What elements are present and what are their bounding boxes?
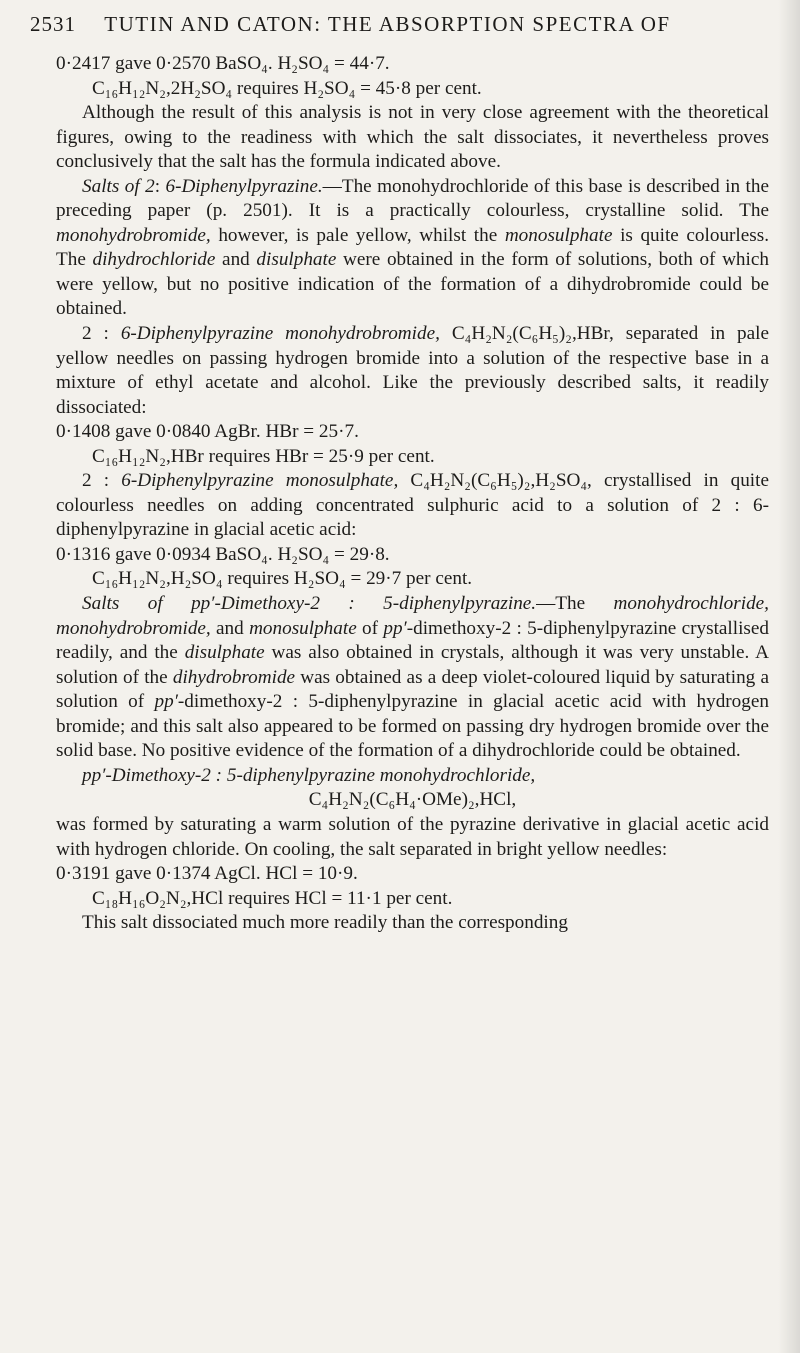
text-run: were obtained in the form of solutions, both of which were yellow, but no positive indication of the formation of a dihydrobromide could be obtained. [56, 249, 769, 320]
text-run: -dimethoxy-2 : 5-diphenylpyrazine crystallised readily, and the [56, 617, 769, 664]
formula-line: C₁₆H₁₂N₂,HBr requires HBr = 25·9 per cent. [92, 445, 435, 467]
formula-line: C₁₈H₁₆O₂N₂,HCl requires HCl = 11·1 per cent. [92, 887, 453, 909]
compound-name: monohydrochloride, monohydrobromide, [56, 593, 769, 639]
compound-prefix: pp′ [383, 617, 407, 639]
analysis-line: 0·2417 gave 0·2570 BaSO₄. H₂SO₄ = 44·7. [56, 53, 390, 74]
text-run: : [154, 175, 166, 197]
text-run: and [210, 617, 250, 639]
compound-name: disulphate [184, 642, 265, 664]
section-heading: Salts of pp′-Dimethoxy-2 : 5-diphenylpyrazine. [82, 593, 537, 615]
paragraph-heading [56, 764, 769, 789]
text-run: 2 : [82, 323, 121, 345]
paragraph [56, 322, 769, 420]
paragraph [56, 175, 769, 322]
compound-prefix: pp′ [154, 691, 178, 713]
paragraph: This salt dissociated much more readily than the corresponding [82, 912, 568, 934]
text-run: —The monohydrochloride of this base is described in the preceding paper (p. 2501). It is a practically colourless, crystalline solid. The [56, 175, 769, 222]
text-run: and [215, 249, 257, 271]
formula-line: C₄H₂N₂(C₆H₄·OMe)₂,HCl, [308, 789, 517, 811]
compound-name: pp′-Dimethoxy-2 : 5-diphenylpyrazine monohydrochloride, [82, 764, 536, 786]
text-run: of [356, 617, 384, 639]
text-run: is quite colourless. The [56, 224, 770, 271]
compound-name: dihydrochloride [92, 249, 216, 271]
compound-name: 6-Diphenylpyrazine monosulphate, [121, 470, 399, 492]
section-heading: Salts of 2 [82, 175, 155, 197]
analysis-line: 0·3191 gave 0·1374 AgCl. HCl = 10·9. [56, 863, 358, 885]
paragraph [56, 592, 769, 764]
compound-name: monohydrobromide, [56, 224, 211, 246]
article-body [56, 52, 769, 936]
formula-line: C₁₆H₁₂N₂,H₂SO₄ requires H₂SO₄ = 29·7 per cent. [92, 568, 473, 590]
compound-name: disulphate [256, 249, 337, 271]
analysis-line: 0·1316 gave 0·0934 BaSO₄. H₂SO₄ = 29·8. [56, 543, 390, 565]
text-run: C₄H₂N₂(C₆H₅)₂,HBr, separated in pale yellow needles on passing hydrogen bromide into a solution of the respective base in a mixture of ethyl acetate and alcohol. Like the previously described salts, it readily dissociated: [56, 323, 769, 418]
formula-line: C₁₆H₁₂N₂,2H₂SO₄ requires H₂SO₄ = 45·8 per cent. [92, 77, 482, 99]
text-run: 2 : [82, 470, 122, 492]
paragraph: was formed by saturating a warm solution of the pyrazine derivative in glacial acetic acid with hydrogen chloride. On cooling, the salt separated in bright yellow needles: [56, 813, 769, 860]
text-run: was obtained as a deep violet-coloured liquid by saturating a solution of [56, 666, 769, 713]
section-heading: 6-Diphenylpyrazine. [165, 175, 323, 197]
compound-name: monosulphate [249, 617, 357, 639]
page-edge-shadow [778, 0, 800, 1353]
text-run: C₄H₂N₂(C₆H₅)₂,H₂SO₄, crystallised in quite colourless needles on adding concentrated sulphuric acid to a solution of 2 : 6-diphenylpyrazine in glacial acetic acid: [56, 470, 769, 541]
analysis-line: 0·1408 gave 0·0840 AgBr. HBr = 25·7. [56, 421, 359, 443]
text-run: -dimethoxy-2 : 5-diphenylpyrazine in glacial acetic acid with hydrogen bromide; and this salt also appeared to be formed on passing dry hydrogen bromide over the solid base. No positive evidence of the formation of a dihydrochloride could be obtained. [56, 691, 769, 762]
text-run: however, is pale yellow, whilst the [210, 224, 505, 246]
running-header [30, 12, 770, 37]
paragraph: Although the result of this analysis is not in very close agreement with the theoretical figures, owing to the readiness with which the salt dissociates, it nevertheless proves conclusively that the salt has the formula indicated above. [56, 102, 769, 173]
page-number: 2531 [30, 12, 76, 36]
paragraph [56, 469, 769, 543]
text-run: —The [536, 593, 614, 615]
compound-name: 6-Diphenylpyrazine monohydrobromide, [120, 323, 440, 345]
running-title: TUTIN AND CATON: THE ABSORPTION SPECTRA OF [104, 12, 671, 36]
text-run: was also obtained in crystals, although it was very unstable. A solution of the [56, 642, 770, 688]
compound-name: monosulphate [504, 224, 613, 246]
compound-name: dihydrobromide [172, 666, 296, 688]
